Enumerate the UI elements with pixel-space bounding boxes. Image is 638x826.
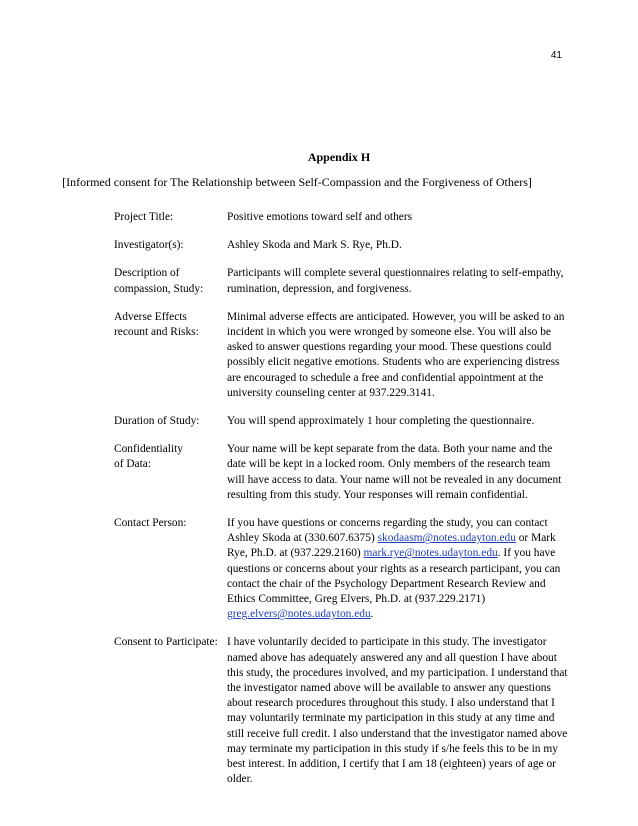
page-number: 41 — [550, 50, 562, 61]
row-consent — [114, 635, 570, 787]
skoda-email-link[interactable]: skodaasm@notes.udayton.edu — [377, 532, 516, 545]
contact-text-3: . If you have questions or concerns about your rights as a research participant, you can contact the chair of the Psychology Department Research Review and Ethics Committee, Greg Elvers, Ph.D. at (937.229.2171) — [227, 547, 561, 606]
description-label: Description of compassion, Study: — [114, 267, 204, 295]
rye-email-link[interactable]: mark.rye@notes.udayton.edu — [363, 547, 498, 560]
contact-person-label: Contact Person: — [114, 517, 187, 530]
project-title-label: Project Title: — [114, 211, 174, 223]
consent-label: Consent to Participate: — [114, 636, 218, 649]
document-subtitle: [Informed consent for The Relationship between Self-Compassion and the Forgiveness of Others] — [62, 175, 532, 189]
project-title-value: Positive emotions toward self and others — [227, 211, 413, 223]
duration-label: Duration of Study: — [114, 415, 200, 428]
row-confidentiality — [114, 442, 570, 503]
row-adverse-effects — [114, 310, 570, 401]
adverse-effects-value: Minimal adverse effects are anticipated. However, you will be asked to an incident in which you were wronged by someone else. You will also be asked to answer questions regarding your mood. These questions could possibly elicit negative emotions. Students who are experiencing distress are encouraged to schedule a free and confidential appointment at the university counseling center at 937.229.3141. — [227, 310, 565, 399]
elvers-email-link[interactable]: greg.elvers@notes.udayton.edu — [227, 608, 371, 621]
adverse-effects-label: Adverse Effects recount and Risks: — [114, 310, 199, 339]
duration-value: You will spend approximately 1 hour completing the questionnaire. — [227, 415, 535, 428]
page-title: Appendix H — [307, 150, 371, 164]
confidentiality-value: Your name will be kept separate from the data. Both your name and the date will be kept in a locked room. Only members of the research team will have access to data. Your name will not be revealed in any document resulting from this study. Your responses will remain confidential. — [227, 443, 562, 501]
contact-text-1: If you have questions or concerns regarding the study, you can contact Ashley Skoda at (330.607.6375) — [227, 517, 548, 545]
row-description — [114, 266, 570, 296]
contact-person-value — [227, 516, 570, 622]
confidentiality-label: Confidentiality of Data: — [114, 443, 183, 471]
consent-value: I have voluntarily decided to participate in this study. The investigator named above has adequately answered any and all question I have about this study, the procedures involved, and my participation. I understand that the investigator named above will be available to answer any questions about research procedures throughout this study. I also understand that I may voluntarily terminate my participation in this study at any time and still receive full credit. I also understand that the investigator named above may terminate my participation in this study if s/he feels this to be in my best interest. In addition, I certify that I am 18 (eighteen) years of age or older. — [227, 636, 568, 786]
contact-text-2: or Mark Rye, Ph.D. at (937.229.2160) — [227, 532, 556, 560]
consent-form-fields — [114, 210, 570, 801]
investigators-label: Investigator(s): — [114, 239, 184, 252]
description-value: Participants will complete several questionnaires relating to self-empathy, rumination, depression, and forgiveness. — [227, 267, 564, 295]
row-duration — [114, 414, 570, 429]
row-contact-person — [114, 516, 570, 622]
investigators-value: Ashley Skoda and Mark S. Rye, Ph.D. — [227, 239, 402, 252]
row-project-title — [114, 210, 570, 225]
row-investigators — [114, 238, 570, 253]
contact-text-4: . — [370, 608, 374, 621]
